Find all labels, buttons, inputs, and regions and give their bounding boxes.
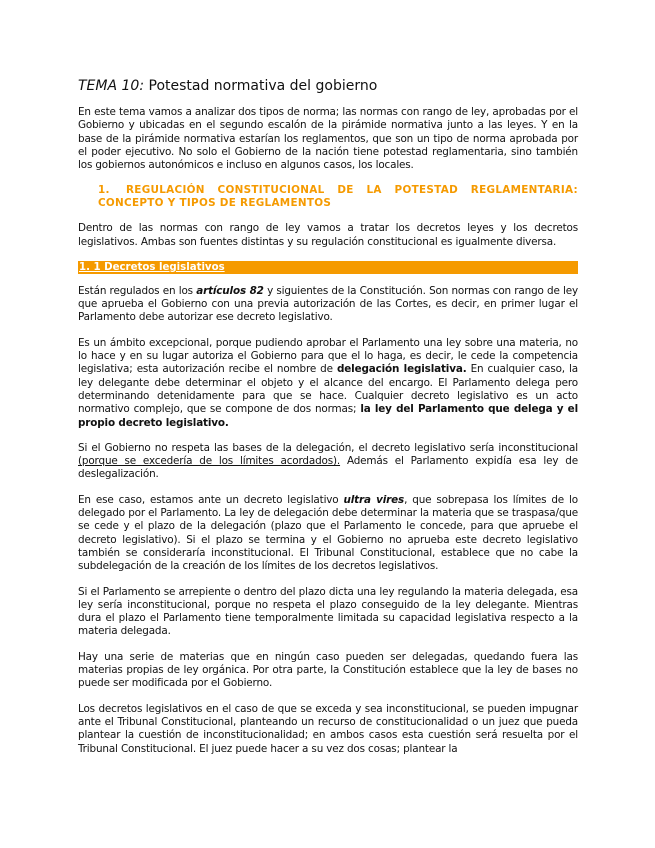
text-run: En ese caso, estamos ante un decreto legislativo xyxy=(78,493,344,506)
paragraph-bases xyxy=(78,442,578,482)
section-title: REGULACIÓN CONSTITUCIONAL DE LA POTESTAD REGLAMENTARIA: CONCEPTO Y TIPOS DE REGLAMENTOS xyxy=(98,184,578,209)
subsection-heading-1-1 xyxy=(78,261,578,274)
text-run: Están regulados en los xyxy=(78,284,197,297)
paragraph-ultra-vires xyxy=(78,494,578,574)
text-run: y siguientes de la Constitución. Son normas con rango de ley que aprueba el Gobierno con una previa autorización de las Cortes, es decir, en primer lugar el Parlamento debe autorizar ese decreto legislativo. xyxy=(78,284,578,324)
article-reference: artículos 82 xyxy=(196,284,264,297)
section-heading-1 xyxy=(98,184,578,209)
title-text: Potestad normativa del gobierno xyxy=(144,78,378,94)
paragraph-impugnar: Los decretos legislativos en el caso de que se exceda y sea inconstitucional, se pueden impugnar ante el Tribunal Constitucional, planteando un recurso de constitucionalidad o un juez que pueda plantear la cuestión de inconstitucionalidad; en ambos casos esta cuestión será resuelta por el Tribunal Constitucional. El juez puede hacer a su vez dos cosas; plantear la xyxy=(78,702,578,755)
paragraph-arrepiente: Si el Parlamento se arrepiente o dentro del plazo dicta una ley regulando la materia delegada, esa ley sería inconstitucional, porque no respeta el plazo conseguido de la ley delegante. Mientras dura el plazo el Parlamento tiene temporalmente limitada su capacidad legislativa respecto a la materia delegada. xyxy=(78,585,578,638)
paragraph-delegacion xyxy=(78,337,578,430)
paragraph-articulos xyxy=(78,285,578,325)
document-body xyxy=(78,78,578,768)
text-run: , que sobrepasa los límites de lo delegado por el Parlamento. La ley de delegación debe determinar la materia que se traspasa/que se cede y el plazo de la delegación (plazo que el Parlamento le concede, para que apruebe el decreto legislativo). Si el plazo se termina y el Gobierno no aprueba este decreto legislativo también se consideraría inconstitucional. El Tribunal Constitucional, establece que no cabe la subdelegación de la creación de los límites de los decretos legislativos. xyxy=(78,493,578,573)
paragraph-dentro: Dentro de las normas con rango de ley vamos a tratar los decretos leyes y los decretos legislativos. Ambas son fuentes distintas y su regulación constitucional es igualmente diversa. xyxy=(78,222,578,248)
section-number: 1. xyxy=(98,184,110,197)
paragraph-materias: Hay una serie de materias que en ningún caso pueden ser delegadas, quedando fuera las materias propias de ley orgánica. Por otra parte, la Constitución establece que la ley de bases no puede ser modificada por el Gobierno. xyxy=(78,650,578,690)
bold-term: delegación legislativa. xyxy=(336,363,467,376)
title-label: TEMA 10: xyxy=(78,78,145,94)
subsection-label: 1. 1 Decretos legislativos xyxy=(79,261,225,273)
text-run: Es un ámbito excepcional, porque pudiendo aprobar el Parlamento una ley sobre una materia, no lo hace y en su lugar autoriza el Gobierno para que el lo haga, es decir, le cede la competencia legislativa; esta autorización recibe el nombre de xyxy=(78,336,578,376)
text-run: En cualquier caso, la ley delegante debe determinar el objeto y el alcance del encargo. El Parlamento delega pero determinando detenidamente para que se hace. Cualquier decreto legislativo es un acto normativo complejo, que se compone de dos normas; xyxy=(78,363,578,416)
bold-term: la ley del Parlamento que delega y el propio decreto legislativo. xyxy=(78,403,578,429)
text-run: Si el Gobierno no respeta las bases de la delegación, el decreto legislativo sería inconstitucional xyxy=(78,441,578,454)
bold-italic-term: ultra vires xyxy=(343,493,405,506)
underlined-text: (porque se excedería de los límites acordados). xyxy=(78,455,341,468)
intro-paragraph: En este tema vamos a analizar dos tipos de norma; las normas con rango de ley, aprobadas por el Gobierno y ubicadas en el segundo escalón de la pirámide normativa junto a las leyes. Y en la base de la pirámide normativa estarían los reglamentos, que son un tipo de norma aprobada por el poder ejecutivo. No solo el Gobierno de la nación tiene potestad reglamentaria, sino también los gobiernos autonómicos e incluso en algunos casos, los locales. xyxy=(78,106,578,172)
text-run: Además el Parlamento expidía esa ley de deslegalización. xyxy=(78,455,578,481)
page-title xyxy=(78,78,578,94)
